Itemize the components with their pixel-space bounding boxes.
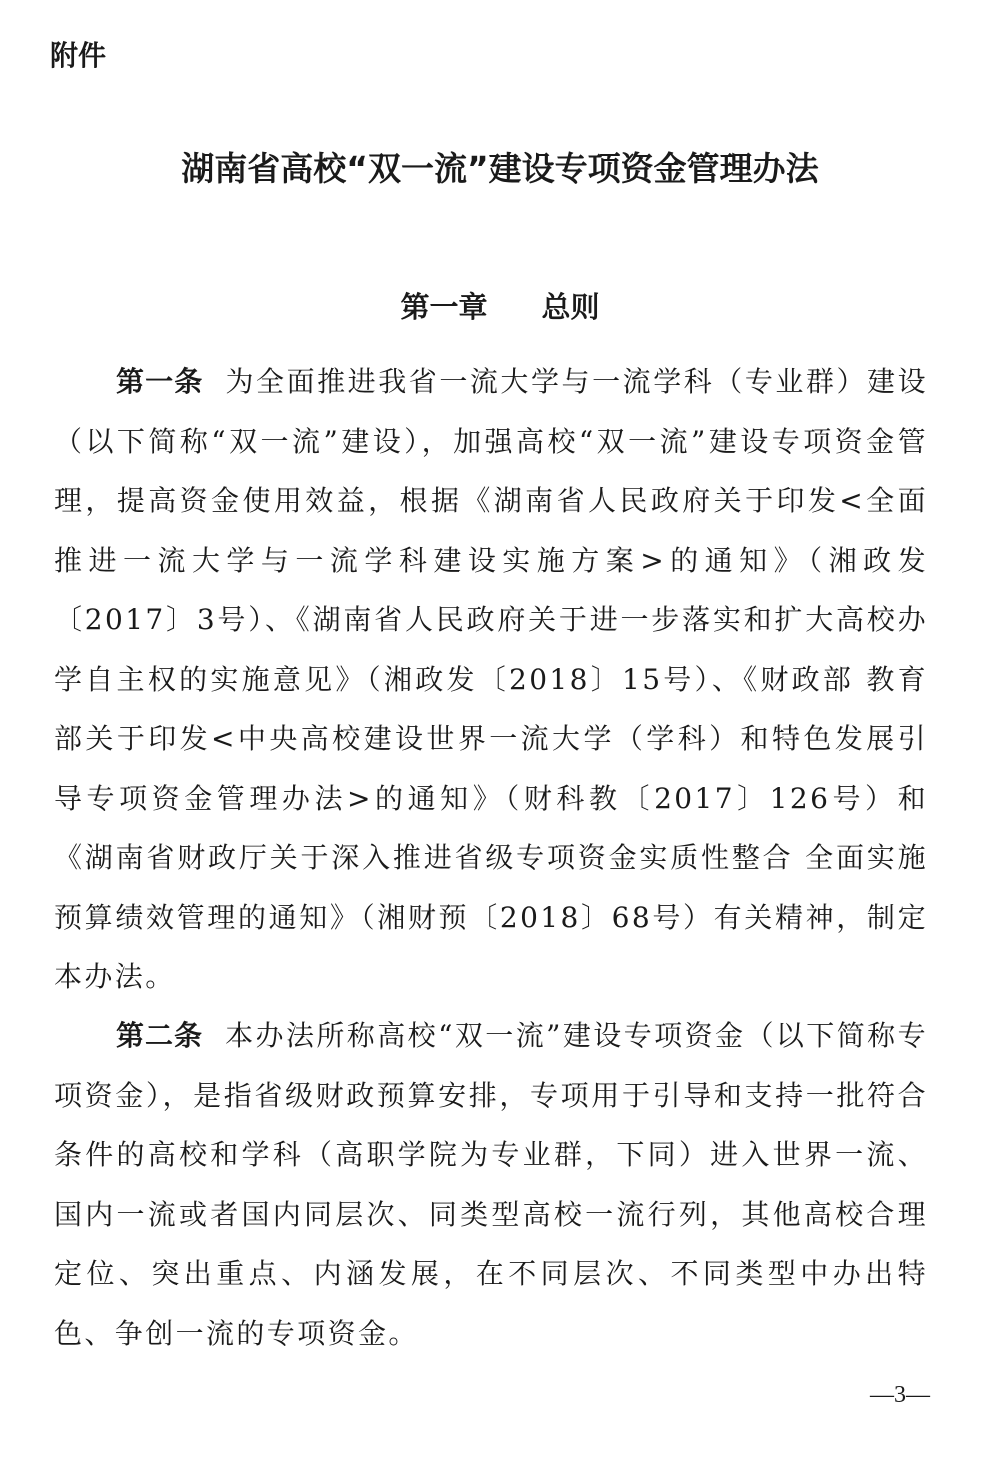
chapter-name: 总则	[541, 290, 600, 324]
document-title: 湖南省高校“双一流”建设专项资金管理办法	[181, 149, 819, 188]
page-number: —3—	[870, 1382, 930, 1408]
article-1	[54, 352, 928, 1007]
attachment-label: 附件	[50, 39, 107, 72]
article-1-label: 第一条	[116, 365, 204, 398]
article-1-text: 为全面推进我省一流大学与一流学科（专业群）建设（以下简称“双一流”建设），加强高校“双一流”建设专项资金管理，提高资金使用效益，根据《湖南省人民政府关于印发<全面推进一流大学与一流学科建设实施方案>的通知》（湘政发〔2017〕3号）、《湖南省人民政府关于进一步落实和扩大高校办学自主权的实施意见》（湘政发〔2018〕15号）、《财政部 教育部关于印发<中央高校建设世界一流大学（学科）和特色发展引导专项资金管理办法>的通知》（财科教〔2017〕126号）和《湖南省财政厅关于深入推进省级专项资金实质性整合 全面实施预算绩效管理的通知》（湘财预〔2018〕68号）有关精神，制定本办法。	[54, 365, 928, 993]
article-2	[54, 1006, 928, 1363]
chapter-heading	[0, 288, 1000, 326]
chapter-number: 第一章	[400, 290, 488, 324]
article-2-text: 本办法所称高校“双一流”建设专项资金（以下简称专项资金），是指省级财政预算安排，专项用于引导和支持一批符合条件的高校和学科（高职学院为专业群，下同）进入世界一流、国内一流或者国内同层次、同类型高校一流行列，其他高校合理定位、突出重点、内涵发展，在不同层次、不同类型中办出特色、争创一流的专项资金。	[54, 1019, 928, 1350]
article-2-label: 第二条	[116, 1019, 204, 1052]
